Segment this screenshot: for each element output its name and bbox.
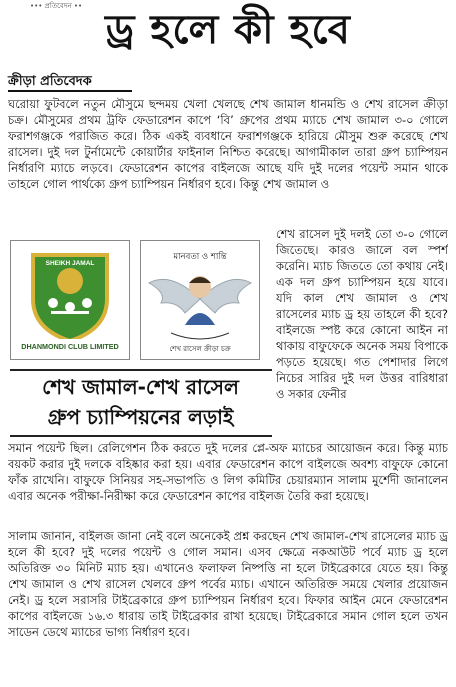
angel-wings-icon bbox=[141, 241, 259, 359]
logo-right-bottom-text: শেখ রাসেল ক্রীড়া চক্র bbox=[169, 345, 231, 353]
byline-underline bbox=[8, 90, 132, 92]
logo-right-top-text: মানবতা ও শান্তি bbox=[173, 252, 227, 262]
sub-headline-rule-top bbox=[10, 369, 272, 371]
sheikh-jamal-shield-icon bbox=[11, 241, 129, 359]
top-strip-text: ••• প্রতিবেদন •• bbox=[30, 2, 83, 10]
logo-left-bottom-text: DHANMONDI CLUB LIMITED bbox=[21, 342, 119, 351]
sheikh-russel-club-logo bbox=[140, 240, 260, 360]
sub-headline-line-2: গ্রুপ চ্যাম্পিয়নের লড়াই bbox=[47, 405, 234, 429]
logo-left-top-text: SHEIKH JAMAL bbox=[45, 260, 95, 267]
paragraph-bottom-1: সমান পয়েন্ট ছিল। রেলিগেশন ঠিক করতে দুই দলের প্লে-অফ ম্যাচের আয়োজন করে। কিন্তু ম্যাচ বয়কট করার দুই দলকে বহিষ্কার করা হয়। এবার ফেডারেশন কাপে বাইলজে অবশ্য বাফুফে কোনো ফাঁক রাখেনি। বাফুফে সিনিয়র সহ-সভাপতি ও লিগ কমিটির চেয়ারম্যান সালাম মুর্শেদী জানালেন এবার অনেক পরীক্ষা-নিরীক্ষা করে ফেডারেশন কাপের বাইলজ তৈরি করা হয়েছে। bbox=[8, 441, 448, 503]
paragraph-right-column: শেখ রাসেল দুই দলই তো ৩-০ গোলে জিতেছে। কারও জালে বল স্পর্শ করেনি। ম্যাচ জিততে তো কথায় নেই। এক দল গ্রুপ চ্যাম্পিয়ন হয়ে যাবে। যদি কাল শেখ জামাল ও শেখ রাসেলের ম্যাচ ড্র হয় তাহলে কী হবে? বাইলজে স্পষ্ট করে কোনো আইন না থাকায় বাফুফেকে অনেক সময় বিপাকে পড়তে হয়েছে। গত পেশাদার লিগে নিচের সারির দুই দল উত্তর বারিধারা ও সকার ফেনীর bbox=[276, 227, 448, 401]
sub-headline-rule-bottom bbox=[10, 435, 272, 437]
sub-headline bbox=[8, 372, 273, 432]
headline: ড্র হলে কী হবে bbox=[105, 7, 351, 53]
sheikh-jamal-club-logo bbox=[10, 240, 130, 360]
paragraph-bottom-2: সালাম জানান, বাইলজ জানা নেই বলে অনেকেই প্রশ্ন করছেন শেখ জামাল-শেখ রাসেলের ম্যাচ ড্র হলে কী হবে? দুই দলের পয়েন্ট ও গোল সমান। এসব ক্ষেত্রে নকআউট পর্বে ম্যাচ ড্র হলে অতিরিক্ত ৩০ মিনিট ম্যাচ হয়। এখানেও ফলাফল নিষ্পত্তি না হলে টাইব্রেকারে যেতে হয়। কিন্তু শেখ জামাল ও শেখ রাসেল খেলবে গ্রুপ পর্বের ম্যাচ। এখানে অতিরিক্ত সময়ে খেলার প্রয়োজন নেই। ড্র হলে সরাসরি টাইব্রেকারে গ্রুপ চ্যাম্পিয়ন নির্ধারণ হবে। ফিফার আইন মেনে ফেডারেশন কাপের বাইলজে ১৬.৩ ধারায় তাই টাইব্রেকার রাখা হয়েছে। টাইব্রেকারে সমান গোল হলে তখন সাডেন ডেথে ম্যাচের ভাগ্য নির্ধারণ হবে। bbox=[8, 529, 448, 639]
paragraph-top: ঘরোয়া ফুটবলে নতুন মৌসুমে ছন্দময় খেলা খেলছে শেখ জামাল ধানমন্ডি ও শেখ রাসেল ক্রীড়া চক্র। মৌসুমের প্রথম ট্রফি ফেডারেশন কাপে ‘বি’ গ্রুপের প্রথম ম্যাচে শেখ জামাল ৩-০ গোলে ফরাশগঞ্জকে পরাজিত করে। ঠিক একই ব্যবধানে ফরাশগঞ্জকে হারিয়ে মৌসুম শুরু করেছে শেখ রাসেল। দুই দল টুর্নামেন্টে কোয়ার্টার ফাইনাল নিশ্চিত করেছে। আগামীকাল তারা গ্রুপ চ্যাম্পিয়ন নির্ধারণি ম্যাচে লড়বে। ফেডারেশন কাপের বাইলজে আছে যদি দুই দলের পয়েন্ট সমান থাকে তাহলে গোল পার্থক্যে গ্রুপ চ্যাম্পিয়ন নির্ধারণ হবে। কিন্তু শেখ জামাল ও bbox=[8, 97, 448, 191]
sub-headline-line-1: শেখ জামাল-শেখ রাসেল bbox=[42, 375, 239, 399]
byline: ক্রীড়া প্রতিবেদক bbox=[8, 74, 92, 89]
